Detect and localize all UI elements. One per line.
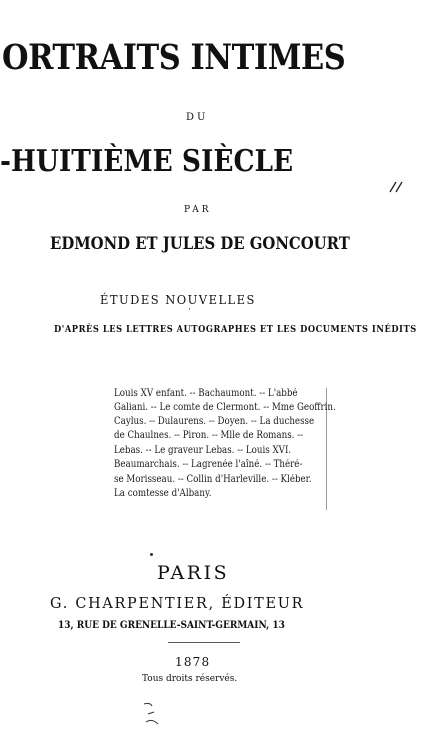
contents-line: Caylus. -- Dulaurens. -- Doyen. -- La duchesse [114, 416, 315, 427]
subtitle-sources: D'APRÈS LES LETTRES AUTOGRAPHES ET LES DOCUMENTS INÉDITS [54, 325, 417, 335]
divider-rule [168, 642, 240, 643]
publisher: G. CHARPENTIER, ÉDITEUR [50, 594, 305, 612]
title-line-2: -HUITIÈME SIÈCLE [0, 144, 294, 179]
title-connector-du: DU [186, 112, 209, 123]
contents-line: La comtesse d'Albany. [114, 488, 212, 499]
pen-mark-icon [140, 700, 170, 726]
city: PARIS [157, 562, 230, 584]
par-label: PAR [184, 205, 212, 215]
contents-line: se Morisseau. -- Collin d'Harleville. -- Kléber. [114, 474, 312, 485]
ink-speck [150, 553, 153, 556]
publication-year: 1878 [175, 655, 211, 669]
contents-line: Galiani. -- Le comte de Clermont. -- Mme Geoffrin. [114, 402, 336, 413]
pen-mark-icon [388, 180, 410, 194]
authors: EDMOND ET JULES DE GONCOURT [50, 234, 350, 253]
subtitle: ÉTUDES NOUVELLES [100, 292, 256, 307]
title-line-1: ORTRAITS INTIMES [2, 37, 346, 78]
contents-line: Lebas. -- Le graveur Lebas. -- Louis XVI. [114, 445, 292, 456]
contents-line: Louis XV enfant. -- Bachaumont. -- L'abbé [114, 388, 298, 399]
ornament-dot: · [188, 305, 191, 315]
contents-box [104, 388, 336, 510]
rights-notice: Tous droits réservés. [142, 674, 238, 684]
contents-line: Beaumarchais. -- Lagrenée l'aîné. -- Théré- [114, 459, 303, 470]
publisher-address: 13, RUE DE GRENELLE-SAINT-GERMAIN, 13 [58, 620, 285, 631]
contents-line: de Chaulnes. -- Piron. -- Mlle de Romans. -- [114, 430, 304, 441]
